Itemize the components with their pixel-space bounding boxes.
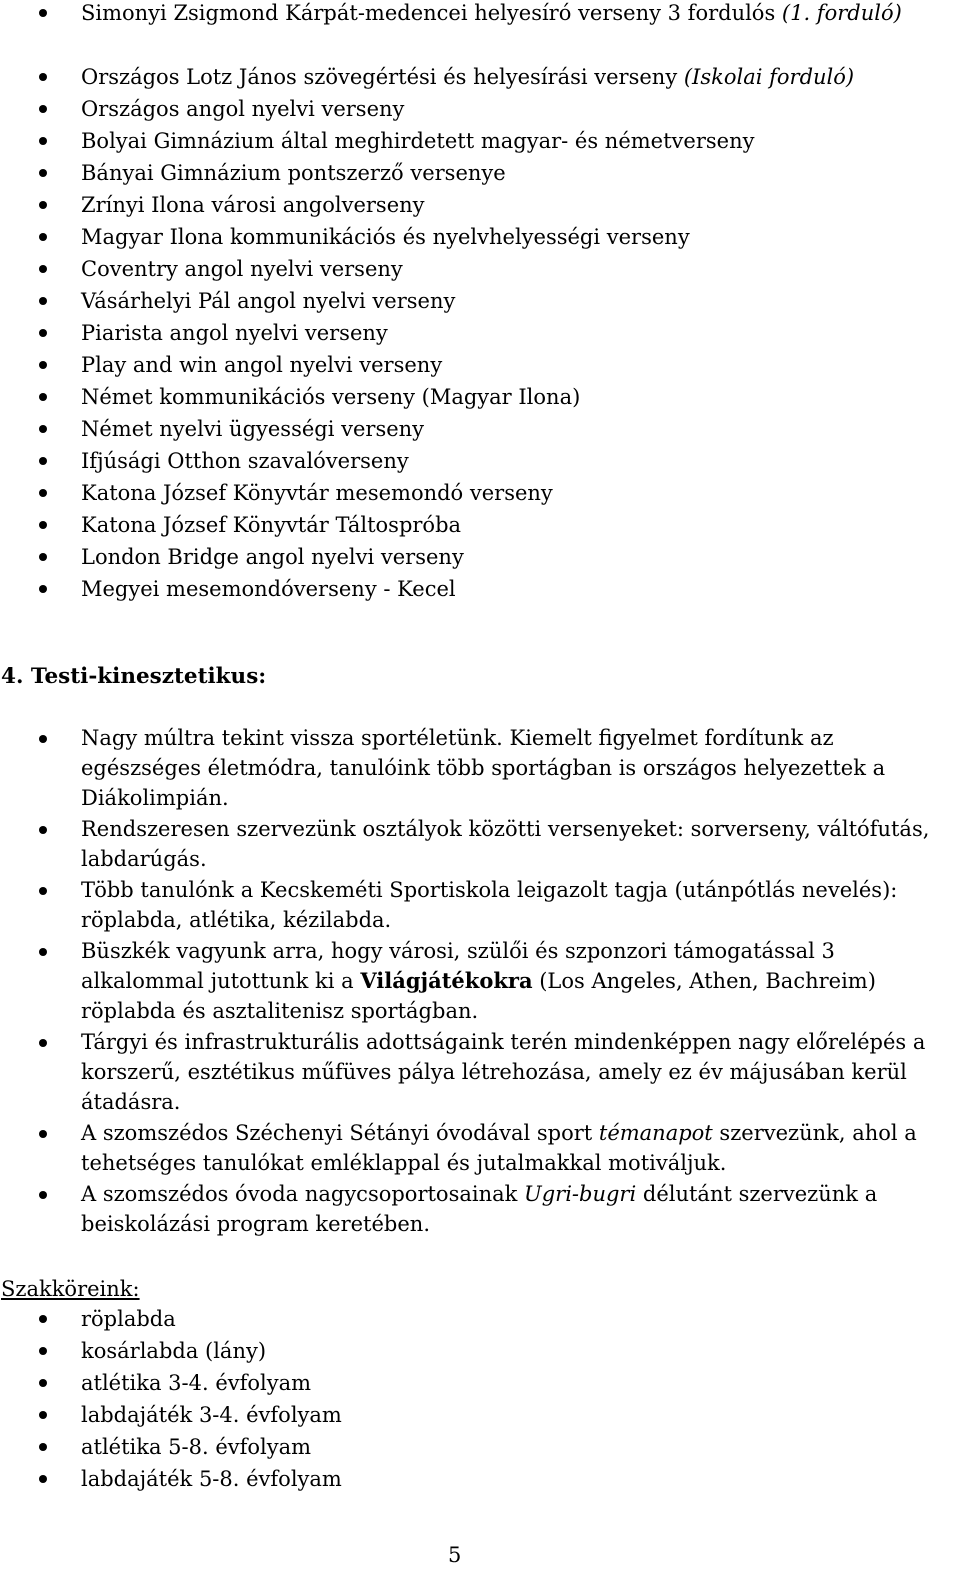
competition-item	[0, 285, 960, 317]
sport-item-text: szervezünk, ahol a tehetséges tanulókat emléklappal és jutalmakkal motiváljuk.	[81, 1121, 917, 1175]
club-item: labdajáték 3-4. évfolyam	[0, 1399, 960, 1431]
sport-item	[0, 1179, 950, 1239]
sport-item-text: Ugri-bugri	[524, 1182, 637, 1206]
competition-item-text: Megyei mesemondóverseny - Kecel	[81, 577, 456, 601]
competition-item	[0, 445, 960, 477]
competition-item	[0, 349, 960, 381]
sport-item-text: Több tanulónk a Kecskeméti Sportiskola leigazolt tagja (utánpótlás nevelés): röplabda, atlétika, kézilabda.	[81, 878, 898, 932]
sport-item	[0, 1027, 950, 1117]
competition-item	[0, 157, 960, 189]
competition-item	[0, 477, 960, 509]
sport-list	[0, 723, 950, 1240]
clubs-list	[0, 1303, 960, 1495]
competition-item-text: Német kommunikációs verseny (Magyar Ilona)	[81, 385, 581, 409]
competition-item-text: Piarista angol nyelvi verseny	[81, 321, 388, 345]
sport-item	[0, 723, 950, 813]
competition-list	[0, 0, 960, 605]
section-heading: 4. Testi-kinesztetikus:	[1, 664, 267, 689]
sport-item	[0, 936, 950, 1026]
competition-item-text: Katona József Könyvtár mesemondó verseny	[81, 481, 553, 505]
clubs-heading: Szakköreink:	[1, 1277, 140, 1301]
club-item: kosárlabda (lány)	[0, 1335, 960, 1367]
competition-item-text: Coventry angol nyelvi verseny	[81, 257, 403, 281]
competition-item-text: London Bridge angol nyelvi verseny	[81, 545, 464, 569]
sport-item-text: A szomszédos Széchenyi Sétányi óvodával sport	[81, 1121, 599, 1145]
sport-item	[0, 875, 950, 935]
competition-item-text: Magyar Ilona kommunikációs és nyelvhelyességi verseny	[81, 225, 690, 249]
competition-item-text: Play and win angol nyelvi verseny	[81, 353, 443, 377]
competition-item	[0, 61, 960, 93]
sport-item-text: A szomszédos óvoda nagycsoportosainak	[81, 1182, 525, 1206]
sport-item	[0, 1118, 950, 1178]
competition-item	[0, 253, 960, 285]
competition-item	[0, 93, 960, 125]
competition-item	[0, 189, 960, 221]
competition-item-text: Simonyi Zsigmond Kárpát-medencei helyesíró verseny 3 fordulós	[81, 1, 782, 25]
competition-item	[0, 0, 960, 61]
competition-item	[0, 221, 960, 253]
sport-item-text: Tárgyi és infrastrukturális adottságaink terén mindenképpen nagy előrelépés a korszerű, esztétikus műfüves pálya létrehozása, amely ez év májusában kerül átadásra.	[81, 1030, 926, 1114]
competition-item-text: Bányai Gimnázium pontszerző versenye	[81, 161, 506, 185]
competition-item-text: Német nyelvi ügyességi verseny	[81, 417, 425, 441]
sport-item-text: Világjátékokra	[360, 968, 533, 993]
sport-item-text: délutánt szervezünk a beiskolázási program keretében.	[81, 1182, 878, 1236]
competition-item-text: (Iskolai forduló)	[683, 65, 855, 89]
sport-item-text: Rendszeresen szervezünk osztályok közötti versenyeket: sorverseny, váltófutás, labdarúgás.	[81, 817, 930, 871]
competition-item	[0, 317, 960, 349]
competition-item-text: Országos angol nyelvi verseny	[81, 97, 405, 121]
sport-item-text: témanapot	[598, 1121, 713, 1145]
competition-item-text: Katona József Könyvtár Táltospróba	[81, 513, 462, 537]
competition-item-text: Vásárhelyi Pál angol nyelvi verseny	[81, 289, 456, 313]
competition-item	[0, 381, 960, 413]
sport-item-text: Nagy múltra tekint vissza sportéletünk. Kiemelt figyelmet fordítunk az egészséges életmódra, tanulóink több sportágban is országos helyezettek a Diákolimpián.	[81, 726, 886, 810]
club-item: atlétika 5-8. évfolyam	[0, 1431, 960, 1463]
competition-item	[0, 125, 960, 157]
competition-item-text: Zrínyi Ilona városi angolverseny	[81, 193, 425, 217]
competition-item-text: Országos Lotz János szövegértési és helyesírási verseny	[81, 65, 684, 89]
page-number: 5	[448, 1543, 462, 1567]
competition-item	[0, 541, 960, 573]
competition-item	[0, 509, 960, 541]
club-item: atlétika 3-4. évfolyam	[0, 1367, 960, 1399]
club-item: röplabda	[0, 1303, 960, 1335]
competition-item	[0, 413, 960, 445]
competition-item-text: Bolyai Gimnázium által meghirdetett magyar- és németverseny	[81, 129, 755, 153]
sport-item-text: (Los Angeles, Athen, Bachreim) röplabda és asztalitenisz sportágban.	[81, 969, 876, 1023]
club-item: labdajáték 5-8. évfolyam	[0, 1463, 960, 1495]
competition-item-text: (1. forduló)	[781, 1, 902, 25]
sport-item	[0, 814, 950, 874]
competition-item-text: Ifjúsági Otthon szavalóverseny	[81, 449, 409, 473]
sport-item-text: Büszkék vagyunk arra, hogy városi, szülői és szponzori támogatással 3 alkalommal jutottunk ki a	[81, 939, 835, 993]
competition-item	[0, 573, 960, 605]
